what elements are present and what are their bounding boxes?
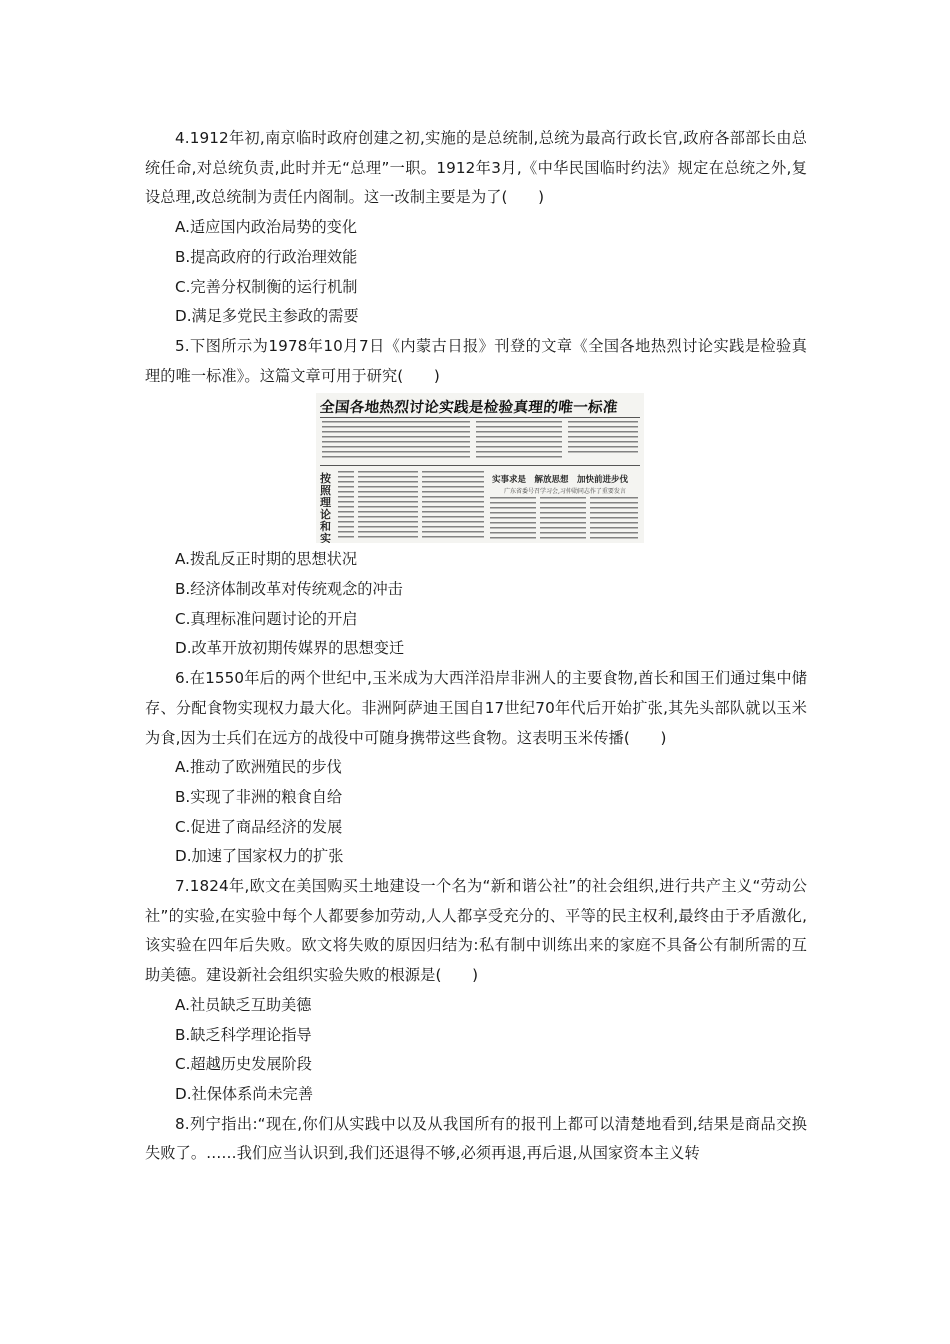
question-4-option-d: D.满足多党民主参政的需要 bbox=[175, 307, 359, 326]
question-8-stem: 8.列宁指出:“现在,你们从实践中以及从我国所有的报刊上都可以清楚地看到,结果是商品交换失败了。……我们应当认识到,我们还退得不够,必须再退,再后退,从国家资本主义转 bbox=[145, 1114, 807, 1163]
text-column bbox=[568, 421, 638, 453]
question-5 bbox=[145, 332, 807, 664]
question-5-option-c: C.真理标准问题讨论的开启 bbox=[175, 609, 358, 628]
question-4-option-c: C.完善分权制衡的运行机制 bbox=[175, 277, 358, 296]
newspaper-figure bbox=[145, 391, 807, 545]
question-5-option-d: D.改革开放初期传媒界的思想变迁 bbox=[175, 639, 405, 658]
question-4-stem: 4.1912年初,南京临时政府创建之初,实施的是总统制,总统为最高行政长官,政府各部部长由总统任命,对总统负责,此时并无“总理”一职。1912年3月,《中华民国临时约法》规定在总统之外,复设总理,改总统制为责任内阁制。这一改制主要是为了( ) bbox=[145, 129, 807, 207]
question-8 bbox=[145, 1110, 807, 1169]
question-6 bbox=[145, 664, 807, 872]
question-7-option-c: C.超越历史发展阶段 bbox=[175, 1055, 312, 1074]
newspaper-subcaption: 广东省委号召学习会,习仲勋同志作了重要发言 bbox=[504, 488, 626, 496]
question-6-option-d: D.加速了国家权力的扩张 bbox=[175, 847, 344, 866]
newspaper-side-title: 按照理论和实 bbox=[320, 472, 331, 544]
question-6-option-b: B.实现了非洲的粮食自给 bbox=[175, 787, 343, 806]
headline-rule bbox=[320, 417, 640, 418]
newspaper-subheadline: 实事求是 解放思想 加快前进步伐 bbox=[492, 475, 629, 486]
question-4-option-a: A.适应国内政治局势的变化 bbox=[175, 218, 358, 237]
text-column bbox=[322, 421, 470, 461]
text-column bbox=[590, 497, 638, 539]
question-7-option-b: B.缺乏科学理论指导 bbox=[175, 1025, 312, 1044]
question-4-option-b: B.提高政府的行政治理效能 bbox=[175, 247, 358, 266]
question-6-stem: 6.在1550年后的两个世纪中,玉米成为大西洋沿岸非洲人的主要食物,酋长和国王们通过集中储存、分配食物实现权力最大化。非洲阿萨迪王国自17世纪70年代后开始扩张,其先头部队就以玉米为食,因为士兵们在远方的战役中可随身携带这些食物。这表明玉米传播( ) bbox=[145, 669, 807, 747]
text-column bbox=[490, 497, 536, 539]
question-7-option-d: D.社保体系尚未完善 bbox=[175, 1084, 314, 1103]
question-7 bbox=[145, 872, 807, 1110]
question-6-option-c: C.促进了商品经济的发展 bbox=[175, 817, 343, 836]
question-5-option-b: B.经济体制改革对传统观念的冲击 bbox=[175, 580, 403, 599]
newspaper-clipping-image bbox=[316, 393, 644, 543]
section-rule bbox=[320, 465, 640, 466]
text-column bbox=[476, 421, 562, 461]
text-column bbox=[422, 471, 484, 539]
exam-page bbox=[145, 124, 807, 1169]
text-column bbox=[358, 471, 418, 539]
question-5-stem: 5.下图所示为1978年10月7日《内蒙古日报》刊登的文章《全国各地热烈讨论实践是检验真理的唯一标准》。这篇文章可用于研究( ) bbox=[145, 336, 807, 385]
question-5-option-a: A.拨乱反正时期的思想状况 bbox=[175, 550, 358, 569]
newspaper-headline: 全国各地热烈讨论实践是检验真理的唯一标准 bbox=[319, 399, 619, 417]
question-6-option-a: A.推动了欧洲殖民的步伐 bbox=[175, 758, 342, 777]
question-7-stem: 7.1824年,欧文在美国购买土地建设一个名为“新和谐公社”的社会组织,进行共产主义“劳动公社”的实验,在实验中每个人都要参加劳动,人人都享受充分的、平等的民主权利,最终由于矛盾激化,该实验在四年后失败。欧文将失败的原因归结为:私有制中训练出来的家庭不具备公有制所需的互助美德。建设新社会组织实验失败的根源是( ) bbox=[145, 877, 807, 985]
question-4 bbox=[145, 124, 807, 332]
text-column bbox=[338, 471, 354, 539]
question-7-option-a: A.社员缺乏互助美德 bbox=[175, 995, 312, 1014]
text-column bbox=[540, 497, 586, 539]
